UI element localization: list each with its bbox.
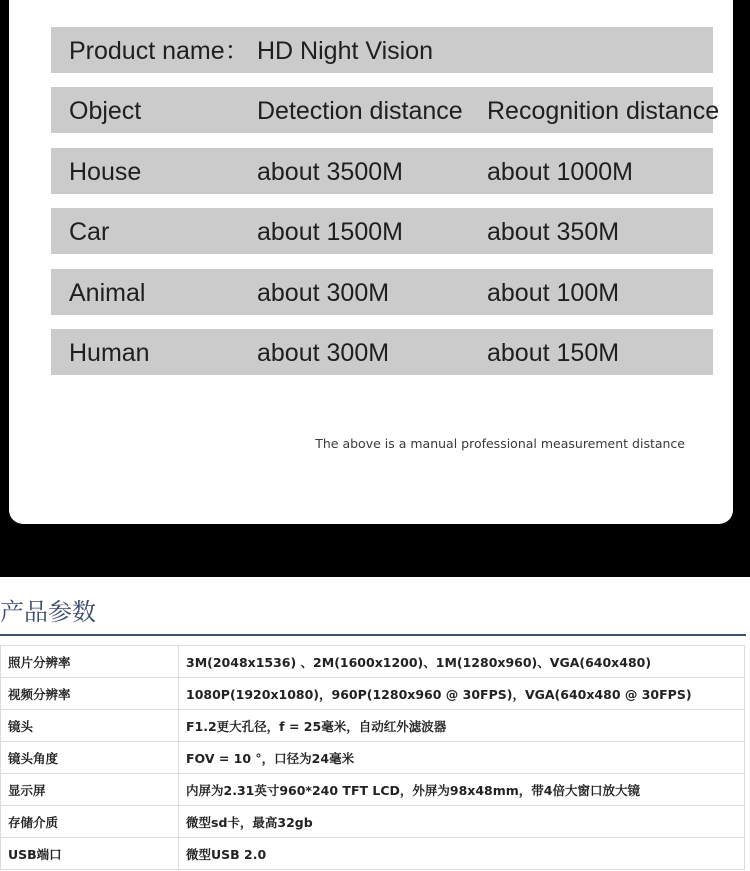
table-row [51, 208, 713, 254]
specs-divider [0, 634, 746, 636]
table-row [1, 838, 745, 870]
object-cell: Human [69, 339, 150, 367]
column-header-recognition: Recognition distance [487, 97, 720, 125]
measurement-note: The above is a manual professional measurement distance [315, 436, 685, 451]
spec-key: 镜头 [1, 710, 179, 742]
spec-value: F1.2更大孔径，f = 25毫米，自动红外滤波器 [179, 710, 745, 742]
spec-key: 存储介质 [1, 806, 179, 838]
spec-value: 微型sd卡，最高32gb [179, 806, 745, 838]
column-header-object: Object [69, 97, 142, 125]
recognition-cell: about 150M [487, 339, 620, 367]
table-row [1, 710, 745, 742]
table-row [1, 678, 745, 710]
spec-key: USB端口 [1, 838, 179, 870]
object-cell: Car [69, 218, 110, 246]
spec-value: 3M(2048x1536) 、2M(1600x1200)、1M(1280x960)、VGA(640x480) [179, 646, 745, 678]
product-name-row [51, 27, 713, 73]
recognition-cell: about 100M [487, 279, 620, 307]
spec-key: 照片分辨率 [1, 646, 179, 678]
spec-key: 视频分辨率 [1, 678, 179, 710]
spec-key: 显示屏 [1, 774, 179, 806]
spec-value: 微型USB 2.0 [179, 838, 745, 870]
specs-title: 产品参数 [0, 598, 96, 626]
recognition-cell: about 1000M [487, 158, 633, 186]
object-cell: House [69, 158, 142, 186]
table-row [1, 742, 745, 774]
spec-key: 镜头角度 [1, 742, 179, 774]
spec-value: 1080P(1920x1080)，960P(1280x960 @ 30FPS)，VGA(640x480 @ 30FPS) [179, 678, 745, 710]
detection-cell: about 1500M [257, 218, 403, 246]
spec-value: 内屏为2.31英寸960*240 TFT LCD，外屏为98x48mm，带4倍大窗口放大镜 [179, 774, 745, 806]
table-row [1, 646, 745, 678]
product-name-value: HD Night Vision [257, 37, 434, 65]
recognition-cell: about 350M [487, 218, 620, 246]
table-row [51, 269, 713, 315]
table-row [51, 148, 713, 194]
spec-value: FOV = 10 °，口径为24毫米 [179, 742, 745, 774]
column-header-detection: Detection distance [257, 97, 463, 125]
product-name-label: Product name： [69, 37, 250, 65]
column-header-row [51, 87, 720, 133]
detection-cell: about 3500M [257, 158, 403, 186]
distance-card [9, 0, 733, 524]
object-cell: Animal [69, 279, 146, 307]
detection-cell: about 300M [257, 279, 390, 307]
table-row [1, 774, 745, 806]
specs-table [0, 645, 745, 870]
table-row [51, 329, 713, 375]
detection-cell: about 300M [257, 339, 390, 367]
table-row [1, 806, 745, 838]
